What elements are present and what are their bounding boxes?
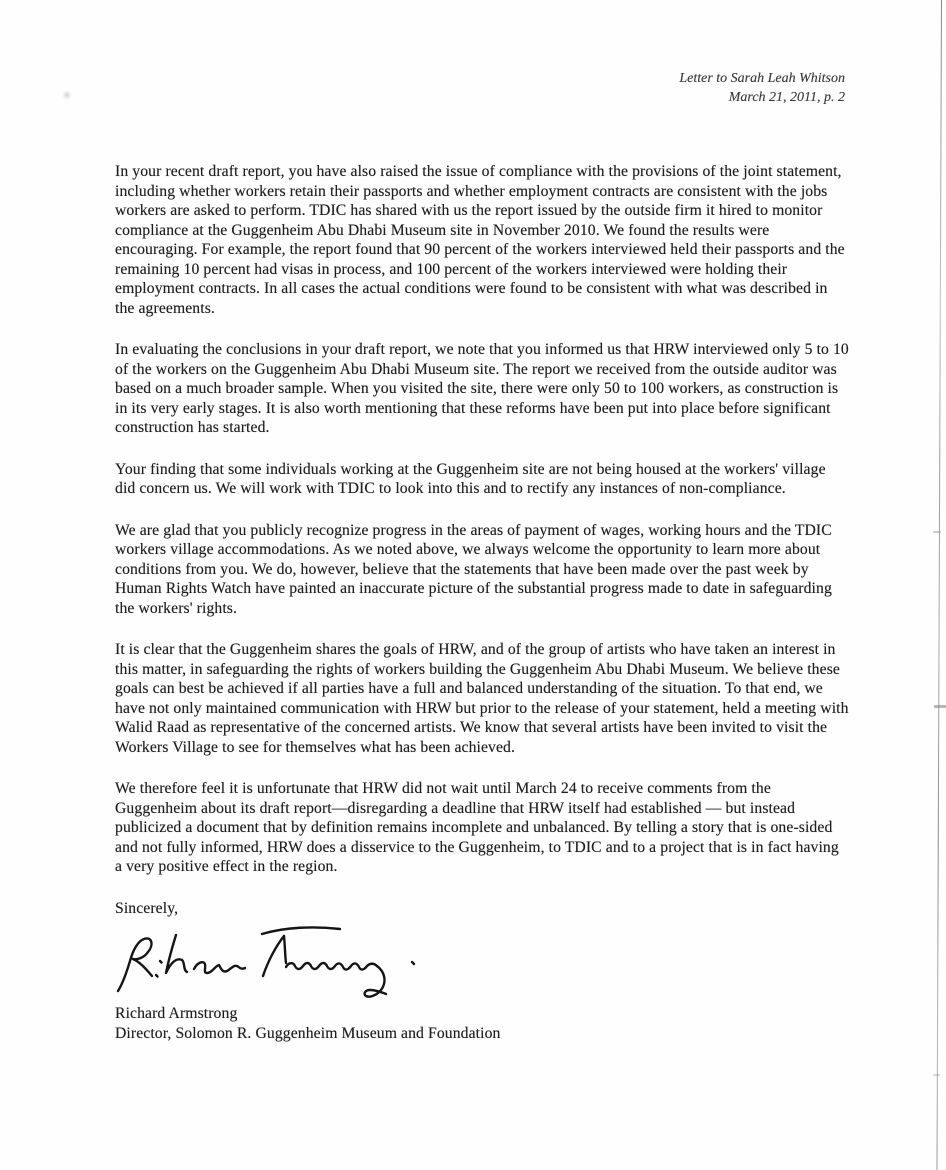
scan-tick-mark — [933, 531, 941, 533]
signature-block — [115, 1004, 849, 1043]
letter-body — [115, 162, 849, 1043]
scan-smudge — [62, 90, 72, 100]
scan-tick-mark — [933, 1074, 940, 1076]
signer-title: Director, Solomon R. Guggenheim Museum and Foundation — [115, 1024, 501, 1042]
header-recipient-line: Letter to Sarah Leah Whitson — [679, 71, 845, 86]
paragraph-housing-finding: Your finding that some individuals working at the Guggenheim site are not being housed at the workers' village did concern us. We will work with TDIC to look into this and to rectify any instances of non-compliance. — [115, 460, 826, 497]
paragraph-shared-goals: It is clear that the Guggenheim shares the goals of HRW, and of the group of artists who have taken an interest in this matter, in safeguarding the rights of workers building the Guggenheim Abu Dhabi Museum. We believe these goals can best be achieved if all parties have a full and balanced understanding of the situation. To that end, we have not only maintained communication with HRW but prior to the release of your statement, held a meeting with Walid Raad as representative of the concerned artists. We know that several artists have been invited to visit the Workers Village to see for themselves what has been achieved. — [115, 641, 849, 756]
paragraph-progress-recognition: We are glad that you publicly recognize progress in the areas of payment of wages, working hours and the TDIC workers village accommodations. As we noted above, we always welcome the opportunity to learn more about conditions from you. We do, however, believe that the statements that have been made over the past week by Human Rights Watch have painted an inaccurate picture of the substantial progress made to date in safeguarding the workers' rights. — [115, 521, 832, 617]
scan-tick-mark — [934, 705, 946, 708]
signer-name: Richard Armstrong — [115, 1005, 238, 1022]
header-date-page-line: March 21, 2011, p. 2 — [728, 89, 845, 105]
scan-edge-artifact — [936, 0, 942, 1170]
closing-salutation: Sincerely, — [115, 899, 179, 917]
paragraph-sample-size: In evaluating the conclusions in your draft report, we note that you informed us that HRW interviewed only 5 to 10 of the workers on the Guggenheim Abu Dhabi Museum site. The report we received from the outside auditor was based on a much broader sample. When you visited the site, there were only 50 to 100 workers, as construction is in its very early stages. It is also worth mentioning that these reforms have been put into place before significant construction has started. — [115, 341, 849, 436]
letter-header — [679, 70, 845, 107]
paragraph-unfortunate-timing: We therefore feel it is unfortunate that HRW did not wait until March 24 to receive comments from the Guggenheim about its draft report—disregarding a deadline that HRW itself had established — but instead publicized a document that by definition remains incomplete and unbalanced. By telling a story that is one-sided and not fully informed, HRW does a disservice to the Guggenheim, to TDIC and to a project that is in fact having a very positive effect in the region. — [115, 780, 839, 875]
paragraph-compliance-report: In your recent draft report, you have also raised the issue of compliance with the provisions of the joint statement, including whether workers retain their passports and whether employment contracts are consistent with the jobs workers are asked to perform. TDIC has shared with us the report issued by the outside firm it hired to monitor compliance at the Guggenheim Abu Dhabi Museum site in November 2010. We found the results were encouraging. For example, the report found that 90 percent of the workers interviewed held their passports and the remaining 10 percent had visas in process, and 100 percent of the workers interviewed were holding their employment contracts. In all cases the actual conditions were found to be consistent with what was described in the agreements. — [115, 163, 845, 317]
signature-image — [115, 920, 849, 1004]
